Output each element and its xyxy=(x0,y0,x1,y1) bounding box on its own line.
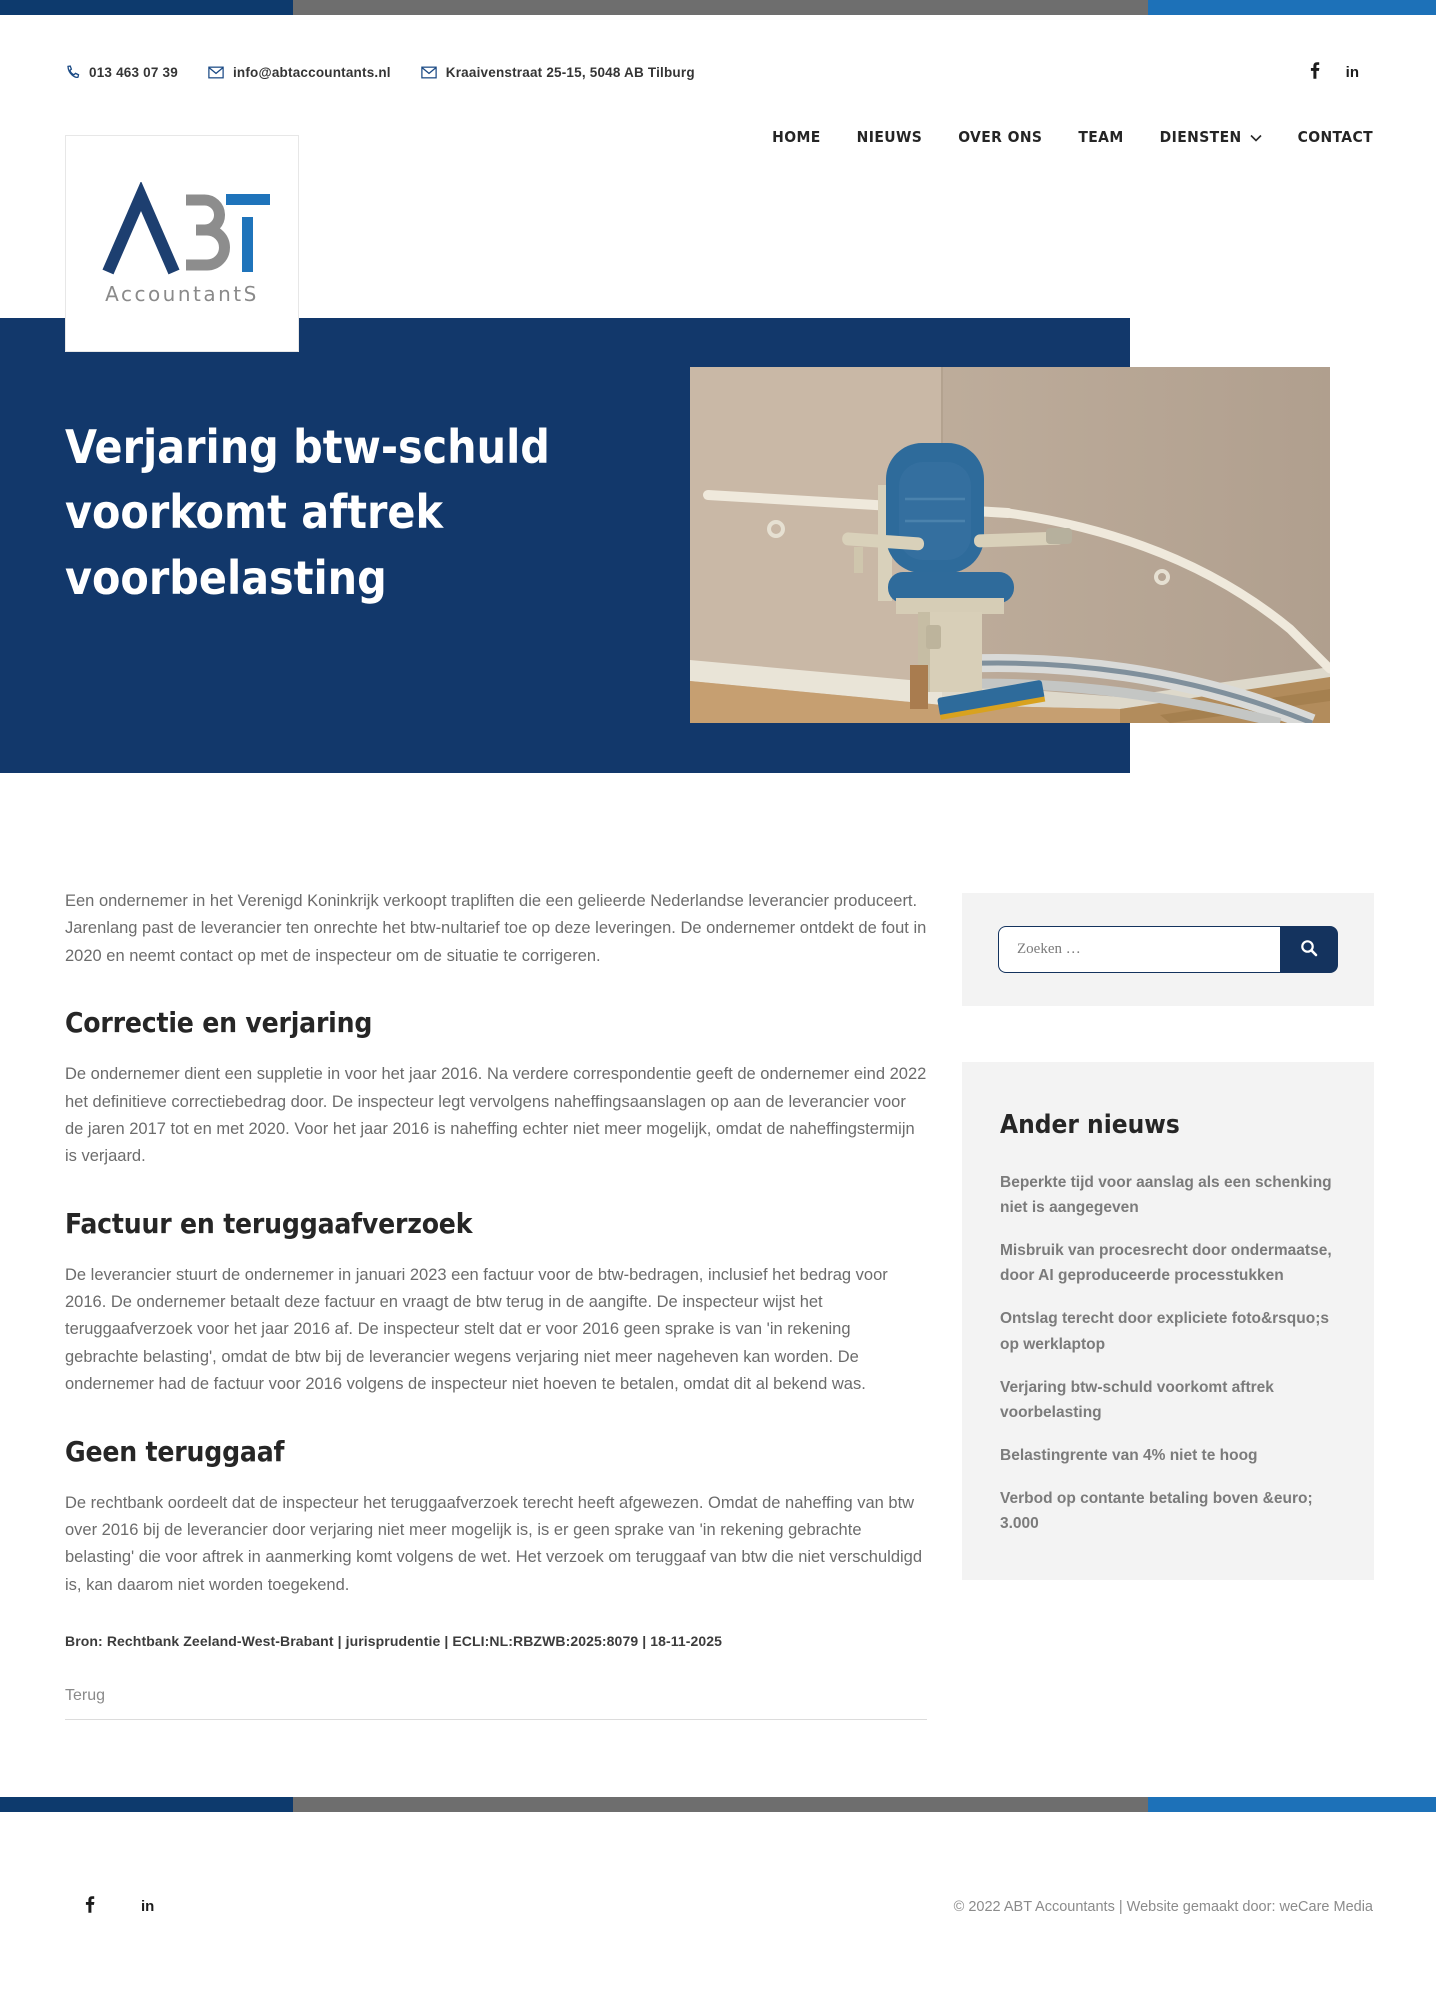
abt-logo-letters xyxy=(92,182,272,280)
section-body-correctie: De ondernemer dient een suppletie in voor het jaar 2016. Na verdere correspondentie geeft de ondernemer eind 2022 het definitieve correctiebedrag door. De inspecteur legt vervolgens naheffingsaanslagen op aan de leverancier voor de jaren 2017 tot en met 2020. Voor het jaar 2016 is naheffing echter niet meer mogelijk, omdat de naheffingstermijn is verjaard. xyxy=(65,1065,927,1166)
other-news-title: Ander nieuws xyxy=(1000,1110,1180,1140)
contact-group xyxy=(65,65,695,80)
logo-letter-a xyxy=(108,196,174,272)
nav-item-contact[interactable]: CONTACT xyxy=(1297,128,1373,146)
section-body-factuur: De leverancier stuurt de ondernemer in januari 2023 een factuur voor de btw-bedragen, inclusief het bedrag voor 2016. De ondernemer betaalt deze factuur en vraagt de btw terug in de aangifte. De inspecteur wijst het teruggaafverzoek voor het jaar 2016 af. De inspecteur stelt dat er voor 2016 geen sprake is van 'in rekening gebrachte belasting', omdat de btw bij de leverancier wegens verjaring niet meer nageheven kan worden. De ondernemer had de factuur voor 2016 volgens de inspecteur niet hoeven te betalen, omdat dit al bekend was. xyxy=(65,1265,888,1394)
logo-letter-t-stem xyxy=(242,217,253,272)
header-social-group xyxy=(1310,62,1371,83)
nav-item-over-ons[interactable]: OVER ONS xyxy=(958,128,1043,146)
nav-item-nieuws[interactable]: NIEUWS xyxy=(856,128,923,146)
footer-accent-stripe xyxy=(0,1797,1436,1812)
facebook-icon[interactable] xyxy=(85,1896,95,1917)
facebook-icon[interactable] xyxy=(1310,62,1320,83)
mail-icon xyxy=(421,66,437,79)
contact-bar xyxy=(65,62,1371,83)
search-button[interactable] xyxy=(1280,926,1338,973)
email-address: info@abtaccountants.nl xyxy=(232,65,391,80)
section-body-geen-teruggaaf: De rechtbank oordeelt dat de inspecteur het teruggaafverzoek terecht heeft afgewezen. Omdat de naheffing van btw over 2016 bij de leverancier door verjaring niet meer mogelijk is, is er geen sprake van 'in rekening gebrachte belasting' die voor aftrek in aanmerking komt volgens de wet. Het verzoek om teruggaaf van btw die niet verschuldigd is, kan daarom niet worden toegekend. xyxy=(65,1493,923,1594)
stripe-navy-segment xyxy=(0,1797,293,1812)
top-accent-stripe xyxy=(0,0,1436,15)
chevron-down-icon xyxy=(1250,128,1262,146)
nav-item-diensten[interactable] xyxy=(1160,128,1262,146)
search-input[interactable] xyxy=(998,926,1280,973)
phone-number: 013 463 07 39 xyxy=(89,65,178,80)
phone-link[interactable] xyxy=(65,65,178,80)
stripe-blue-segment xyxy=(1148,0,1436,15)
mail-icon xyxy=(208,66,224,79)
address-item xyxy=(421,65,695,80)
other-news-panel xyxy=(962,1062,1374,1580)
address-text: Kraaivenstraat 25-15, 5048 AB Tilburg xyxy=(445,65,695,80)
section-heading-correctie: Correctie en verjaring xyxy=(65,1006,373,1040)
news-link-6[interactable]: Verbod op contante betaling boven &euro; 3.000 xyxy=(1000,1489,1313,1533)
logo-subtitle: AccountantS xyxy=(105,281,259,306)
news-link-3[interactable]: Ontslag terecht door expliciete foto&rsquo;s op werklaptop xyxy=(1000,1310,1329,1353)
search-panel xyxy=(962,893,1374,1006)
page-title: Verjaring btw-schuld voorkomt aftrek voorbelasting xyxy=(65,420,550,605)
sidebar xyxy=(962,893,1374,1580)
nav-item-home[interactable]: HOME xyxy=(772,128,821,146)
stairlift-photo xyxy=(690,367,1330,723)
news-link-2[interactable]: Misbruik van procesrecht door ondermaatse, door AI geproduceerde processtukken xyxy=(1000,1242,1332,1285)
news-link-4[interactable]: Verjaring btw-schuld voorkomt aftrek voorbelasting xyxy=(1000,1378,1274,1421)
stripe-gray-segment xyxy=(293,1797,1148,1812)
main-navigation xyxy=(772,128,1373,146)
linkedin-icon[interactable]: in xyxy=(1345,64,1359,81)
footer-social-group xyxy=(85,1896,154,1917)
logo-letter-t-bar xyxy=(226,194,270,205)
news-link-5[interactable]: Belastingrente van 4% niet te hoog xyxy=(1000,1446,1258,1464)
section-heading-geen-teruggaaf: Geen teruggaaf xyxy=(65,1434,285,1468)
nav-item-diensten-label: DIENSTEN xyxy=(1159,128,1242,146)
section-heading-factuur: Factuur en teruggaafverzoek xyxy=(65,1206,473,1240)
abt-logo[interactable] xyxy=(65,135,299,352)
back-link[interactable]: Terug xyxy=(65,1687,927,1720)
logo-letter-b xyxy=(186,199,224,264)
stripe-navy-segment xyxy=(0,0,293,15)
source-line: Bron: Rechtbank Zeeland-West-Brabant | jurisprudentie | ECLI:NL:RBZWB:2025:8079 | 18-11-2025 xyxy=(65,1633,723,1649)
footer xyxy=(65,1896,1373,1917)
search-group xyxy=(998,926,1338,973)
stripe-blue-segment xyxy=(1148,1797,1436,1812)
copyright-text: © 2022 ABT Accountants | Website gemaakt door: weCare Media xyxy=(953,1898,1373,1915)
search-icon xyxy=(1300,939,1318,960)
phone-icon xyxy=(65,65,80,80)
nav-item-team[interactable]: TEAM xyxy=(1078,128,1124,146)
article xyxy=(65,888,927,1720)
email-link[interactable] xyxy=(208,65,391,80)
stripe-gray-segment xyxy=(293,0,1148,15)
article-intro: Een ondernemer in het Verenigd Koninkrijk verkoopt trapliften die een gelieerde Nederlandse leverancier produceert. Jarenlang past de leverancier ten onrechte het btw-nultarief toe op deze leveringen. De ondernemer ontdekt de fout in 2020 en neemt contact op met de inspecteur om de situatie te corrigeren. xyxy=(65,892,927,965)
news-link-1[interactable]: Beperkte tijd voor aanslag als een schenking niet is aangegeven xyxy=(1000,1174,1332,1217)
linkedin-icon[interactable]: in xyxy=(141,1898,155,1915)
